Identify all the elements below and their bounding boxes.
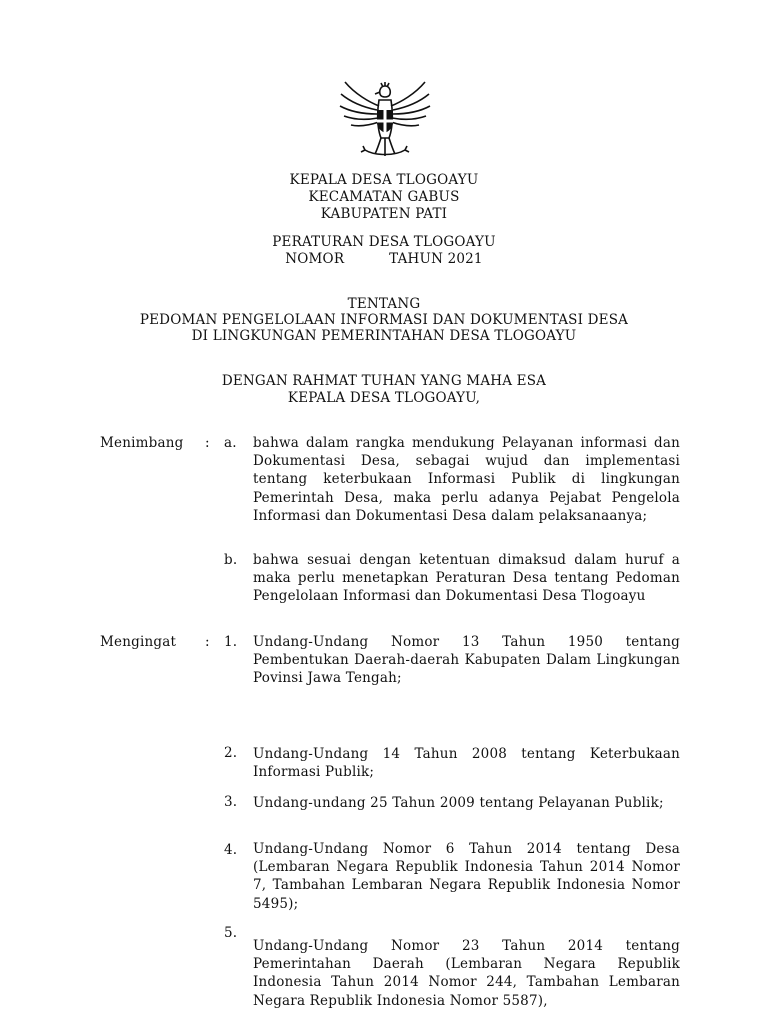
subject-title-line2: DI LINGKUNGAN PEMERINTAHAN DESA TLOGOAYU <box>191 328 577 344</box>
mengingat-label: Mengingat <box>100 634 177 650</box>
menimbang-item-a: bahwa dalam rangka mendukung Pelayanan informasi dan Dokumentasi Desa, sebagai wujud dan implementasi tentang keterbukaan Informasi Publik di lingkungan Pemerintah Desa, maka perlu adanya Pejabat Pengelola Informasi dan Dokumentasi Desa dalam pelaksanaanya; <box>253 435 680 524</box>
subject-title-line1: PEDOMAN PENGELOLAAN INFORMASI DAN DOKUMENTASI DESA <box>139 312 629 328</box>
mengingat-item-2: Undang-Undang 14 Tahun 2008 tentang Keterbukaan Informasi Publik; <box>253 746 680 781</box>
mengingat-item-1: Undang-Undang Nomor 13 Tahun 1950 tentang Pembentukan Daerah-daerah Kabupaten Dalam Lingkungan Povinsi Jawa Tengah; <box>253 634 680 687</box>
list-marker: b. <box>224 552 238 568</box>
subject-about: TENTANG <box>347 296 421 312</box>
list-marker: 5. <box>224 925 238 941</box>
issuer-title: KEPALA DESA TLOGOAYU <box>289 172 479 188</box>
mengingat-item-5: Undang-Undang Nomor 23 Tahun 2014 tentang Pemerintahan Daerah (Lembaran Negara Republik Indonesia Tahun 2014 Nomor 244, Tambahan Lembaran Negara Republik Indonesia Nomor 5587), <box>253 938 680 1009</box>
opening-line2: KEPALA DESA TLOGOAYU, <box>287 390 481 406</box>
issuer-district: KECAMATAN GABUS <box>308 189 460 205</box>
list-marker: a. <box>224 435 237 451</box>
menimbang-colon: : <box>205 435 210 451</box>
opening-line1: DENGAN RAHMAT TUHAN YANG MAHA ESA <box>221 373 547 389</box>
regulation-title: PERATURAN DESA TLOGOAYU <box>272 234 496 250</box>
regulation-number: NOMOR TAHUN 2021 <box>285 251 483 267</box>
mengingat-item-4: Undang-Undang Nomor 6 Tahun 2014 tentang Desa (Lembaran Negara Republik Indonesia Tahun 2014 Nomor 7, Tambahan Lembaran Negara Republik Indonesia Nomor 5495); <box>253 841 680 912</box>
list-marker: 1. <box>224 634 238 650</box>
garuda-emblem-icon <box>335 72 435 162</box>
mengingat-item-3: Undang-undang 25 Tahun 2009 tentang Pelayanan Publik; <box>253 795 664 811</box>
menimbang-item-b: bahwa sesuai dengan ketentuan dimaksud dalam huruf a maka perlu menetapkan Peraturan Desa tentang Pedoman Pengelolaan Informasi dan Dokumentasi Desa Tlogoayu <box>253 552 680 605</box>
list-marker: 2. <box>224 745 238 761</box>
list-marker: 3. <box>224 794 238 810</box>
mengingat-colon: : <box>205 634 210 650</box>
issuer-regency: KABUPATEN PATI <box>320 206 448 222</box>
list-marker: 4. <box>224 842 238 858</box>
menimbang-label: Menimbang <box>100 435 184 451</box>
